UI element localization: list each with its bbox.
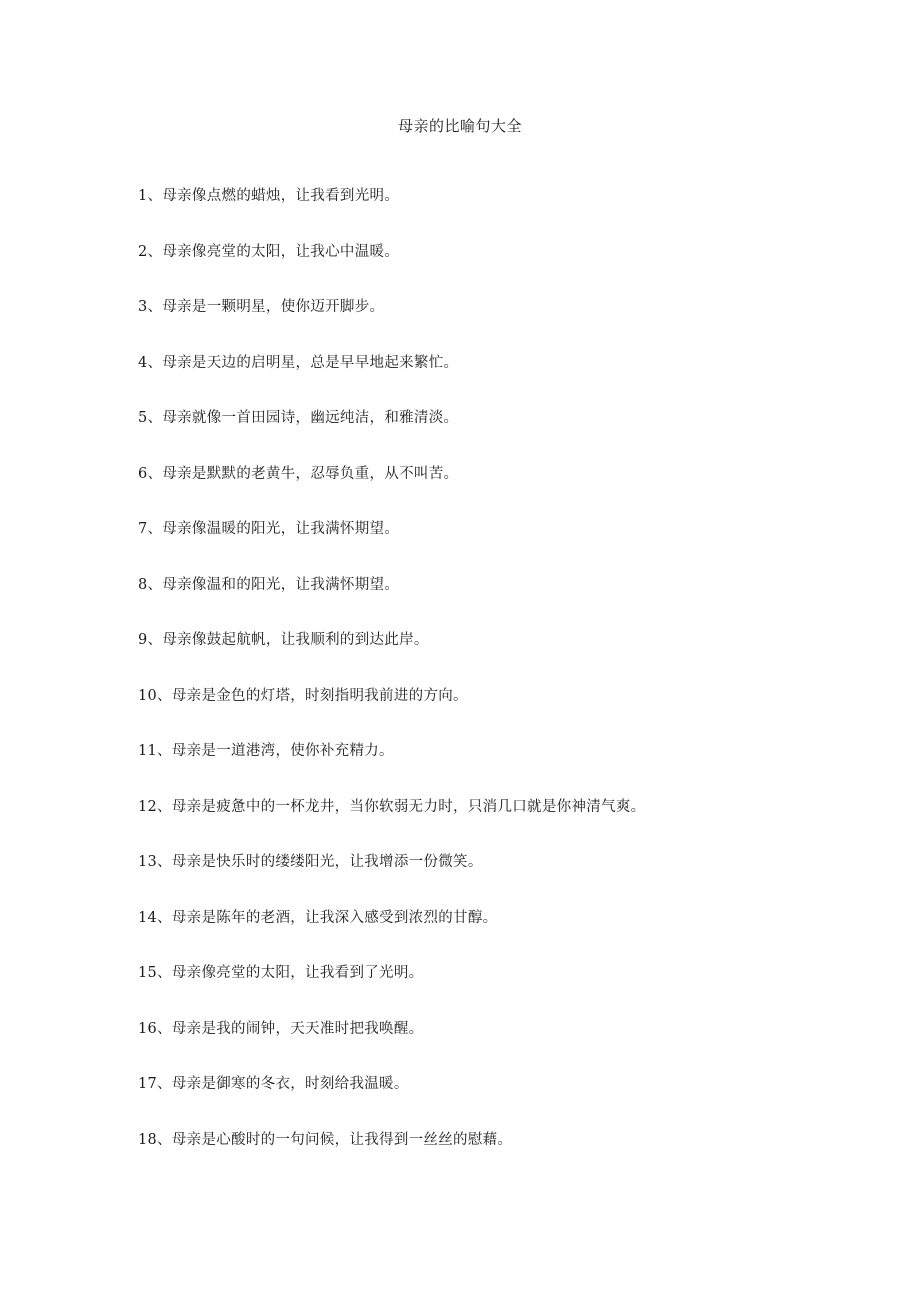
list-item: 2、母亲像亮堂的太阳，让我心中温暖。	[138, 243, 400, 260]
list-item: 5、母亲就像一首田园诗，幽远纯洁，和雅清淡。	[138, 410, 459, 426]
list-item: 1、母亲像点燃的蜡烛，让我看到光明。	[138, 188, 400, 204]
list-item: 6、母亲是默默的老黄牛，忍辱负重，从不叫苦。	[138, 465, 459, 482]
list-item: 18、母亲是心酸时的一句问候，让我得到一丝丝的慰藉。	[138, 1131, 513, 1148]
list-item: 3、母亲是一颗明星，使你迈开脚步。	[138, 299, 385, 315]
simile-list	[138, 183, 645, 1182]
list-item: 8、母亲像温和的阳光，让我满怀期望。	[138, 576, 400, 593]
list-item: 12、母亲是疲惫中的一杯龙井，当你软弱无力时，只消几口就是你神清气爽。	[138, 798, 646, 815]
list-item: 11、母亲是一道港湾，使你补充精力。	[138, 743, 394, 759]
list-item: 10、母亲是金色的灯塔，时刻指明我前进的方向。	[138, 687, 468, 704]
list-item: 9、母亲像鼓起航帆，让我顺利的到达此岸。	[138, 632, 429, 648]
list-item: 16、母亲是我的闹钟，天天准时把我唤醒。	[138, 1020, 424, 1037]
list-item: 7、母亲像温暖的阳光，让我满怀期望。	[138, 521, 400, 537]
document-title: 母亲的比喻句大全	[397, 117, 522, 135]
list-item: 15、母亲像亮堂的太阳，让我看到了光明。	[138, 965, 424, 981]
list-item: 4、母亲是天边的启明星，总是早早地起来繁忙。	[138, 354, 459, 371]
list-item: 14、母亲是陈年的老酒，让我深入感受到浓烈的甘醇。	[138, 909, 498, 926]
list-item: 17、母亲是御寒的冬衣，时刻给我温暖。	[138, 1076, 409, 1092]
list-item: 13、母亲是快乐时的缕缕阳光，让我增添一份微笑。	[138, 854, 483, 870]
